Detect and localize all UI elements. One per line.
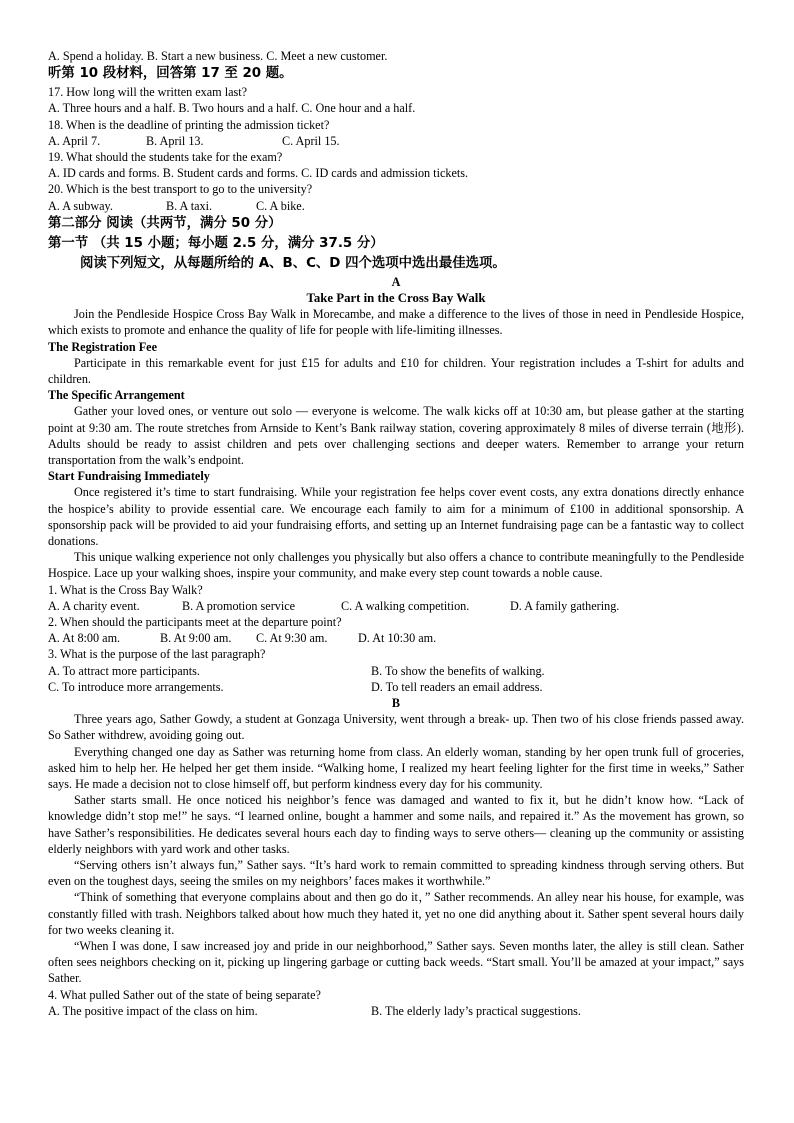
q1-options <box>48 598 744 614</box>
q3-stem: 3. What is the purpose of the last paragraph? <box>48 647 266 662</box>
reading-section-title: 第一节 （共 15 小题；每小题 2.5 分，满分 37.5 分） <box>48 235 384 251</box>
paragraph-closing: This unique walking experience not only challenges you physically but also offers a chance to contribute meaningfully to the Pendleside Hospice. Lace up your walking shoes, inspire your community, and make every step count towards a noble cause. <box>48 550 744 581</box>
q17-options: A. Three hours and a half. B. Two hours and a half. C. One hour and a half. <box>48 101 416 116</box>
passage-a-title: Take Part in the Cross Bay Walk <box>306 291 486 305</box>
q2-option-d: D. At 10:30 am. <box>358 631 437 646</box>
q20-option-c: C. A bike. <box>256 198 305 213</box>
q20-option-b: B. A taxi. <box>166 198 213 213</box>
listening-section-10-heading: 听第 10 段材料，回答第 17 至 20 题。 <box>48 66 293 82</box>
passage-b-paragraph: “Serving others isn’t always fun,” Sather says. “It’s hard work to remain committed to spreading kindness through serving others. But even on the toughest days, seeing the smiles on my neighbors’ faces makes it worthwhile.” <box>48 858 744 889</box>
q3-options-row2 <box>48 679 744 695</box>
passage-b-paragraph: Three years ago, Sather Gowdy, a student at Gonzaga University, went through a break- up. Then two of his close friends passed away. So Sather withdrew, avoiding going out. <box>48 712 744 743</box>
q20-stem: 20. Which is the best transport to go to the university? <box>48 182 313 197</box>
q17-stem: 17. How long will the written exam last? <box>48 85 248 100</box>
heading-registration-fee: The Registration Fee <box>48 339 157 354</box>
q18-option-c: C. April 15. <box>282 133 340 148</box>
q2-stem: 2. When should the participants meet at the departure point? <box>48 615 342 630</box>
passage-b-paragraph: “When I was done, I saw increased joy and pride in our neighborhood,” Sather says. Seven months later, the alley is still clean. Sather often sees neighbors checking on it, picking up lingering garbage or cutting back weeds. “Start small. You’ll be amazed at your impact,” says Sather. <box>48 939 744 986</box>
q16-options: A. Spend a holiday. B. Start a new business. C. Meet a new customer. <box>48 49 388 63</box>
q18-option-a: A. April 7. <box>48 133 101 148</box>
q3-options-row1 <box>48 663 744 679</box>
q4-option-b: B. The elderly lady’s practical suggestions. <box>371 1003 581 1018</box>
exam-page <box>48 48 744 1019</box>
q2-option-a: A. At 8:00 am. <box>48 631 121 646</box>
reading-part-title: 第二部分 阅读（共两节，满分 50 分） <box>48 215 282 231</box>
q19-stem: 19. What should the students take for the exam? <box>48 150 283 164</box>
q19-options: A. ID cards and forms. B. Student cards and forms. C. ID cards and admission tickets. <box>48 166 469 181</box>
passage-a-letter: A <box>391 274 401 289</box>
heading-start-fundraising: Start Fundraising Immediately <box>48 469 210 484</box>
q20-option-a: A. A subway. <box>48 198 113 213</box>
q18-stem: 18. When is the deadline of printing the admission ticket? <box>48 117 330 132</box>
paragraph-registration-fee: Participate in this remarkable event for just £15 for adults and £10 for children. Your registration includes a T-shirt for adults and children. <box>48 355 744 387</box>
q4-options <box>48 1003 744 1019</box>
q2-options <box>48 630 744 646</box>
q18-options <box>48 133 744 149</box>
passage-b-paragraph: Everything changed one day as Sather was returning home from class. An elderly woman, standing by her open trunk full of groceries, asked him to help her. He helped her get them inside. “Walking home, I realized my heart feeling lighter for the first time in weeks,” Sather says. He made a decision not to close himself off, but perform kindness every day for his community. <box>48 744 744 792</box>
passage-b-paragraph: Sather starts small. He once noticed his neighbor’s fence was damaged and wanted to fix it, but he didn’t know how. “Lack of knowledge didn’t stop me!” he says. “I learned online, bought a hammer and some nails, and repaired it.” As the movement has grown, so have Sather’s responsibilities. He dedicates several hours each day to finding ways to serve others— cleaning up the community or assisting elderly neighbors with yard work and other tasks. <box>48 793 744 856</box>
q3-option-c: C. To introduce more arrangements. <box>48 679 224 694</box>
paragraph-fundraising: Once registered it’s time to start fundraising. While your registration fee helps cover event costs, any extra donations directly enhance the hospice’s ability to provide essential care. We encourage each family to aim for a minimum of £100 in additional sponsorship. A sponsorship pack will be provided to aid your fundraising efforts, and setting up an Internet fundraising page can be a fantastic way to collect donations. <box>48 485 744 549</box>
q1-option-c: C. A walking competition. <box>341 598 470 613</box>
passage-b-letter: B <box>391 696 401 711</box>
q1-option-b: B. A promotion service <box>182 598 296 613</box>
heading-specific-arrangement: The Specific Arrangement <box>48 388 185 403</box>
q3-option-b: B. To show the benefits of walking. <box>371 663 545 678</box>
q1-option-d: D. A family gathering. <box>510 598 620 613</box>
q20-options <box>48 198 744 214</box>
q1-stem: 1. What is the Cross Bay Walk? <box>48 582 203 597</box>
passage-b-paragraph: “Think of something that everyone complains about and then go do it，” Sather recommends. An alley near his house, for example, was constantly filled with trash. Neighbors talked about how much they hated it, yet no one did anything about it. Sather spent several hours daily for two weeks cleaning it. <box>48 890 744 937</box>
q18-option-b: B. April 13. <box>146 133 204 148</box>
q4-option-a: A. The positive impact of the class on him. <box>48 1003 258 1018</box>
q2-option-b: B. At 9:00 am. <box>160 631 232 646</box>
reading-instruction: 阅读下列短文，从每题所给的 A、B、C、D 四个选项中选出最佳选项。 <box>80 255 506 271</box>
q1-option-a: A. A charity event. <box>48 598 140 613</box>
q2-option-c: C. At 9:30 am. <box>256 631 328 646</box>
q3-option-d: D. To tell readers an email address. <box>371 679 543 694</box>
q3-option-a: A. To attract more participants. <box>48 663 200 678</box>
passage-a-intro: Join the Pendleside Hospice Cross Bay Walk in Morecambe, and make a difference to the lives of those in need in Pendleside Hospice, which exists to promote and enhance the quality of life for people with life-limiting illnesses. <box>48 307 744 338</box>
q4-stem: 4. What pulled Sather out of the state of being separate? <box>48 987 321 1002</box>
paragraph-specific-arrangement: Gather your loved ones, or venture out solo — everyone is welcome. The walk kicks off at 10:30 am, but please gather at the starting point at 9:30 am. The route stretches from Arnside to Kent’s Bank railway station, covering approximately 8 miles of diverse terrain (地形). Adults should be ready to assist children and pets over challenging sections and deeper waters. Remember to arrange your return transportation from the walk’s endpoint. <box>48 404 744 468</box>
